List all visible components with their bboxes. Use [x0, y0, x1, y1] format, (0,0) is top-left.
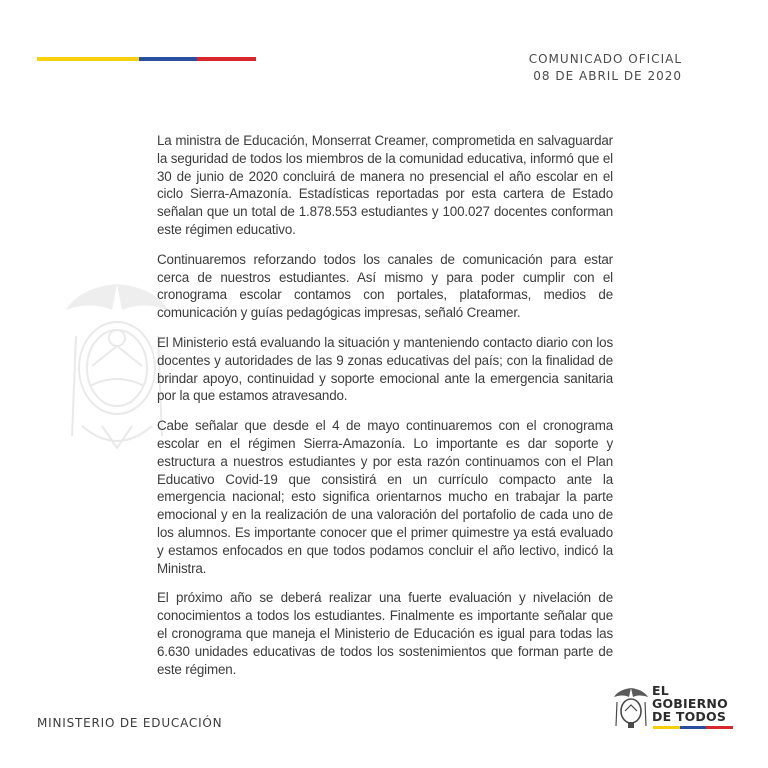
- paragraph-1: La ministra de Educación, Monserrat Creamer, comprometida en salvaguardar la seguridad de todos los miembros de la comunidad educativa, informó que el 30 de junio de 2020 concluirá de manera no presencial el año escolar en el ciclo Sierra-Amazonía. Estadísticas reportadas por esta cartera de Estado señalan que un total de 1.878.553 estudiantes y 100.027 docentes conforman este régimen educativo.: [157, 133, 613, 237]
- flag-bar-red: [197, 57, 256, 61]
- flag-color-bar: [37, 57, 256, 61]
- header-title: COMUNICADO OFICIAL: [528, 52, 682, 66]
- official-header: [529, 51, 682, 85]
- paragraph-5: El próximo año se deberá realizar una fuerte evaluación y nivelación de conocimientos a todos los estudiantes. Finalmente es importante señalar que el cronograma que maneja el Ministerio de Educación es igual para todas las 6.630 unidades educativas de todos los sostenimientos que forman parte de este régimen.: [157, 590, 613, 677]
- coat-of-arms-watermark-icon: [62, 276, 172, 466]
- logo-line-3: DE TODOS: [652, 709, 727, 724]
- flag-bar-yellow: [37, 57, 139, 61]
- flag-bar-blue: [139, 57, 197, 61]
- paragraph-3: El Ministerio está evaluando la situación y manteniendo contacto diario con los docentes y autoridades de las 9 zonas educativas del país; con la finalidad de brindar apoyo, continuidad y soporte emocional ante la emergencia sanitaria por la que estamos atravesando.: [157, 334, 613, 404]
- government-logo-text: [652, 684, 728, 723]
- press-release-body: [157, 132, 613, 690]
- header-date: 08 DE ABRIL DE 2020: [533, 69, 682, 83]
- paragraph-2: Continuaremos reforzando todos los canales de comunicación para estar cerca de nuestros estudiantes. Así mismo y para poder cumplir con el cronograma escolar contamos con portales, plataformas, medios de comunicación y guías pedagógicas impresas, señaló Creamer.: [157, 251, 613, 321]
- paragraph-4: Cabe señalar que desde el 4 de mayo continuaremos con el cronograma escolar en el régimen Sierra-Amazonía. Lo importante es dar soporte y estructura a nuestros estudiantes y por esta razón continuamos con el Plan Educativo Covid-19 que consistirá en un currículo compacto ante la emergencia nacional; esto significa orientarnos mucho en trabajar la parte emocional y en la realización de una valoración del portafolio de cada uno de los alumnos. Es importante conocer que el primer quimestre ya está evaluado y estamos enfocados en que todos podamos concluir el año lectivo, indicó la Ministra.: [157, 418, 613, 576]
- government-logo: [613, 683, 738, 739]
- coat-of-arms-icon: [613, 686, 649, 730]
- logo-bar-blue: [680, 726, 707, 729]
- ministry-name: MINISTERIO DE EDUCACIÓN: [37, 716, 223, 730]
- logo-line-2: GOBIERNO: [652, 696, 728, 711]
- logo-flag-bar: [653, 726, 733, 729]
- logo-bar-yellow: [653, 726, 680, 729]
- logo-bar-red: [706, 726, 733, 729]
- logo-line-1: EL: [652, 683, 669, 698]
